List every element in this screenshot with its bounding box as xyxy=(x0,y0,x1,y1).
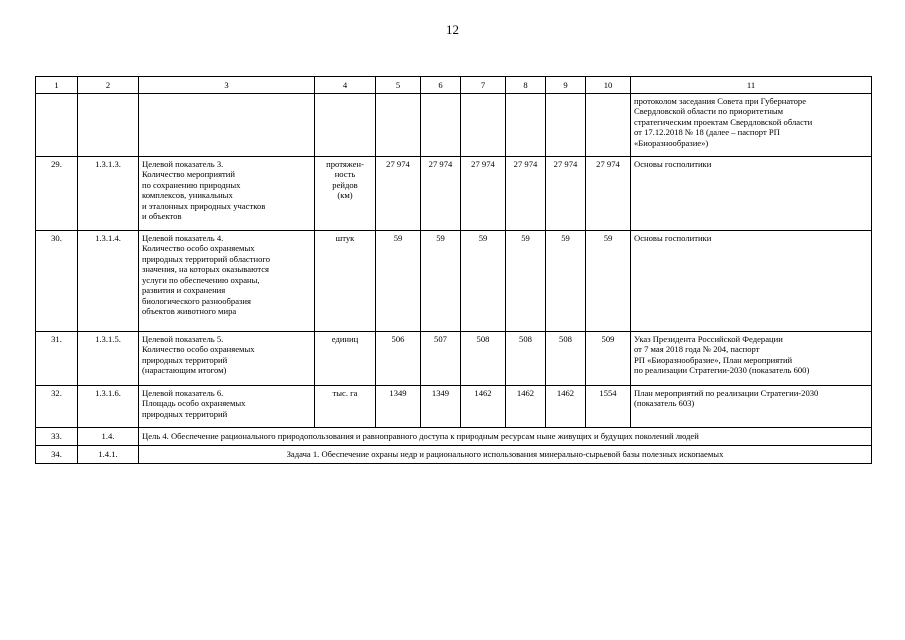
cell-unit: единиц xyxy=(315,332,376,386)
cell-value: 1349 xyxy=(376,386,421,428)
cell-source: протоколом заседания Совета при Губернаторе Свердловской области по приоритетным стратегическим проектам Свердловской области от 17.12.2018 № 18 (далее – паспорт РП «Биоразнообразие») xyxy=(631,94,872,157)
cell-indicator-name: Целевой показатель 3. Количество мероприятий по сохранению природных комплексов, уникальных и эталонных природных участков и объектов xyxy=(139,157,315,231)
cell-empty xyxy=(36,94,78,157)
column-header: 5 xyxy=(376,77,421,94)
cell-value: 27 974 xyxy=(421,157,461,231)
cell-value: 1349 xyxy=(421,386,461,428)
cell-task-text: Задача 1. Обеспечение охраны недр и рационального использования минерально-сырьевой базы полезных ископаемых xyxy=(139,446,872,464)
column-header: 2 xyxy=(78,77,139,94)
cell-value: 508 xyxy=(546,332,586,386)
cell-code: 1.4. xyxy=(78,428,139,446)
cell-code: 1.3.1.3. xyxy=(78,157,139,231)
cell-empty xyxy=(315,94,376,157)
column-header: 11 xyxy=(631,77,872,94)
cell-value: 59 xyxy=(376,231,421,332)
cell-empty xyxy=(506,94,546,157)
cell-source: Основы госполитики xyxy=(631,157,872,231)
cell-number: 32. xyxy=(36,386,78,428)
cell-indicator-name: Целевой показатель 6. Площадь особо охраняемых природных территорий xyxy=(139,386,315,428)
cell-number: 31. xyxy=(36,332,78,386)
page-number: 12 xyxy=(446,22,459,37)
cell-source: План мероприятий по реализации Стратегии-2030 (показатель 603) xyxy=(631,386,872,428)
cell-code: 1.3.1.4. xyxy=(78,231,139,332)
cell-empty xyxy=(546,94,586,157)
cell-value: 59 xyxy=(546,231,586,332)
cell-value: 59 xyxy=(421,231,461,332)
table-row xyxy=(36,386,872,428)
cell-value: 509 xyxy=(586,332,631,386)
cell-empty xyxy=(461,94,506,157)
table-row xyxy=(36,231,872,332)
cell-value: 27 974 xyxy=(586,157,631,231)
column-header: 3 xyxy=(139,77,315,94)
cell-number: 29. xyxy=(36,157,78,231)
cell-value: 507 xyxy=(421,332,461,386)
cell-value: 59 xyxy=(586,231,631,332)
cell-value: 1462 xyxy=(506,386,546,428)
cell-unit: тыс. га xyxy=(315,386,376,428)
table-row-goal xyxy=(36,428,872,446)
cell-unit: штук xyxy=(315,231,376,332)
column-header: 9 xyxy=(546,77,586,94)
cell-value: 1554 xyxy=(586,386,631,428)
cell-value: 59 xyxy=(506,231,546,332)
table-row-continuation xyxy=(36,94,872,157)
column-header: 1 xyxy=(36,77,78,94)
cell-value: 1462 xyxy=(461,386,506,428)
column-header: 4 xyxy=(315,77,376,94)
cell-number: 33. xyxy=(36,428,78,446)
cell-value: 508 xyxy=(506,332,546,386)
cell-value: 27 974 xyxy=(376,157,421,231)
cell-number: 34. xyxy=(36,446,78,464)
table-row xyxy=(36,332,872,386)
cell-empty xyxy=(376,94,421,157)
cell-indicator-name: Целевой показатель 5. Количество особо охраняемых природных территорий (нарастающим итогом) xyxy=(139,332,315,386)
cell-goal-text: Цель 4. Обеспечение рационального природопользования и равноправного доступа к природным ресурсам ныне живущих и будущих поколений людей xyxy=(139,428,872,446)
cell-number: 30. xyxy=(36,231,78,332)
cell-empty xyxy=(586,94,631,157)
column-header: 10 xyxy=(586,77,631,94)
cell-source: Основы госполитики xyxy=(631,231,872,332)
column-header: 7 xyxy=(461,77,506,94)
cell-code: 1.3.1.6. xyxy=(78,386,139,428)
cell-value: 506 xyxy=(376,332,421,386)
column-header: 8 xyxy=(506,77,546,94)
cell-value: 59 xyxy=(461,231,506,332)
cell-empty xyxy=(139,94,315,157)
cell-unit: протяжен- ность рейдов (км) xyxy=(315,157,376,231)
table-header-row xyxy=(36,77,872,94)
cell-value: 27 974 xyxy=(506,157,546,231)
cell-empty xyxy=(78,94,139,157)
cell-indicator-name: Целевой показатель 4. Количество особо охраняемых природных территорий областного значения, на которых оказываются услуги по обеспечению охраны, развития и сохранения биологического разнообразия объектов животного мира xyxy=(139,231,315,332)
cell-empty xyxy=(421,94,461,157)
column-header: 6 xyxy=(421,77,461,94)
cell-source: Указ Президента Российской Федерации от 7 мая 2018 года № 204, паспорт РП «Биоразнообразие», План мероприятий по реализации Стратегии-2030 (показатель 600) xyxy=(631,332,872,386)
cell-code: 1.4.1. xyxy=(78,446,139,464)
cell-value: 27 974 xyxy=(546,157,586,231)
cell-value: 27 974 xyxy=(461,157,506,231)
table-row xyxy=(36,157,872,231)
cell-value: 1462 xyxy=(546,386,586,428)
cell-value: 508 xyxy=(461,332,506,386)
cell-code: 1.3.1.5. xyxy=(78,332,139,386)
indicators-table xyxy=(35,76,872,464)
table-row-task xyxy=(36,446,872,464)
